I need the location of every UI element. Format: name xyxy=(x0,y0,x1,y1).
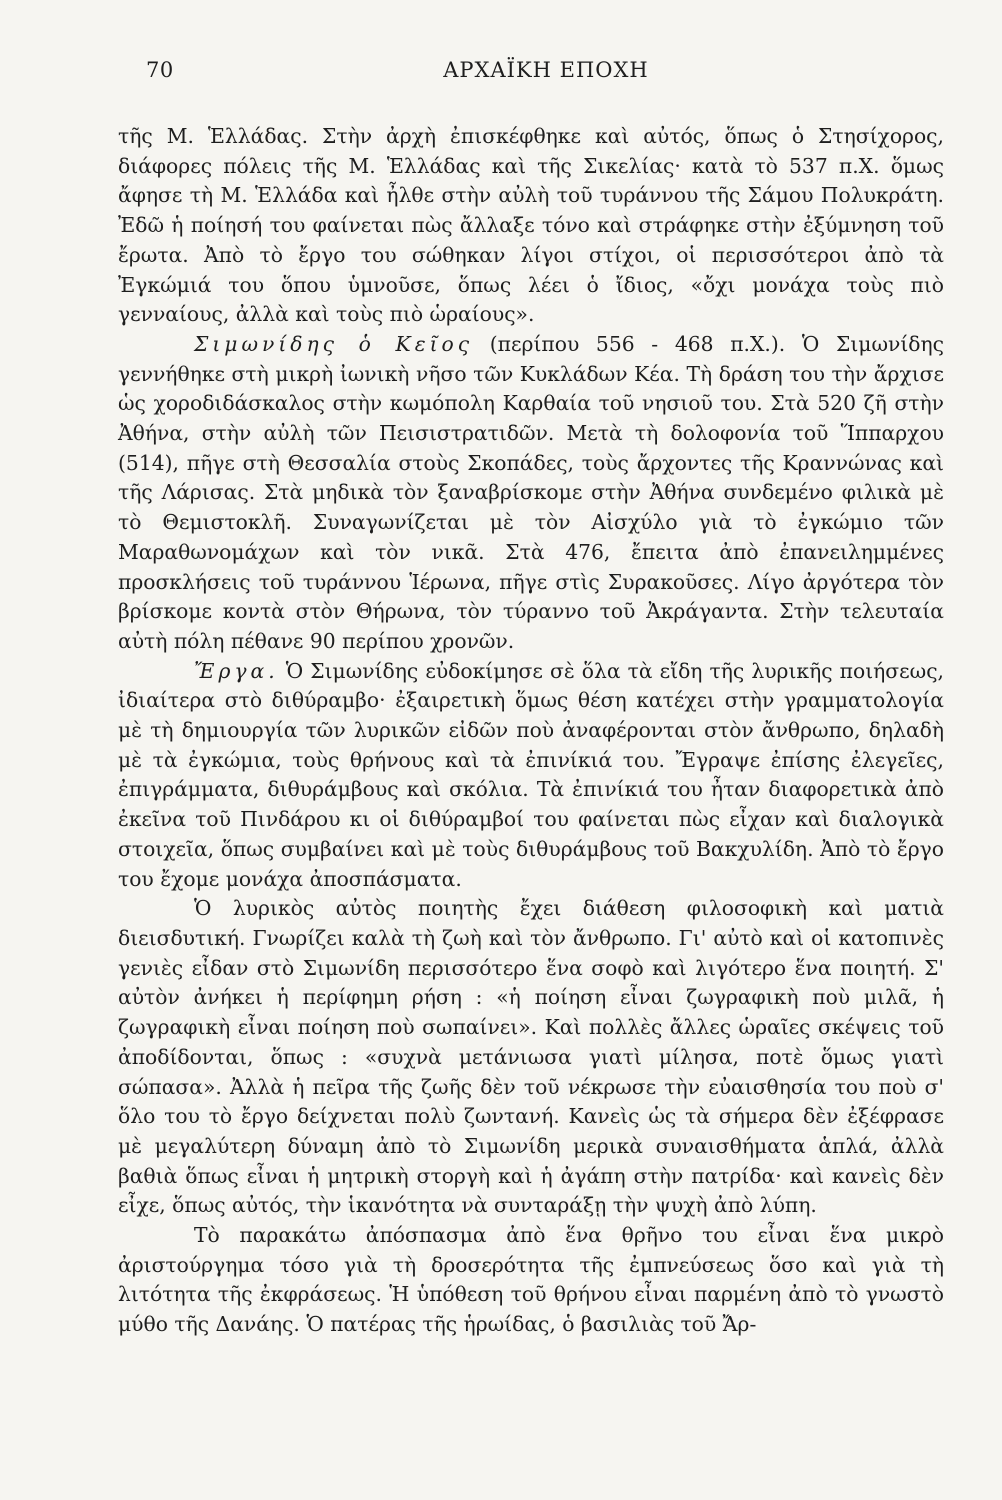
paragraph-text: (περίπου 556 - 468 π.Χ.). Ὁ Σιμωνίδης γεννήθηκε στὴ μικρὴ ἰωνικὴ νῆσο τῶν Κυκλάδων Κέα. Τὴ δράση του τὴν ἄρχισε ὡς χοροδιδάσκαλος στὴν κωμόπολη Καρθαία τοῦ νησιοῦ του. Στὰ 520 ζῆ στὴν Ἀθήνα, στὴν αὐλὴ τῶν Πεισιστρατιδῶν. Μετὰ τὴ δολοφονία τοῦ Ἵππαρχου (514), πῆγε στὴ Θεσσαλία στοὺς Σκοπάδες, τοὺς ἄρχοντες τῆς Κραννώνας καὶ τῆς Λάρισας. Στὰ μηδικὰ τὸν ξαναβρίσκομε στὴν Ἀθήνα συνδεμένο φιλικὰ μὲ τὸ Θεμιστοκλῆ. Συναγωνίζεται μὲ τὸν Αἰσχύλο γιὰ τὸ ἐγκώμιο τῶν Μαραθωνομάχων καὶ τὸν νικᾶ. Στὰ 476, ἔπειτα ἀπὸ ἐπανειλημμένες προσκλήσεις τοῦ τυράννου Ἱέρωνα, πῆγε στὶς Συρακοῦσες. Λίγο ἀργότερα τὸν βρίσκομε κοντὰ στὸν Θήρωνα, τὸν τύραννο τοῦ Ἀκράγαντα. Στὴν τελευταία αὐτὴ πόλη πέθανε 90 περίπου χρονῶν. xyxy=(118,331,944,653)
paragraph-text: Ὁ Σιμωνίδης εὐδοκίμησε σὲ ὅλα τὰ εἴδη τῆς λυρικῆς ποιήσεως, ἰδιαίτερα στὸ διθύραμβο· ἐξαιρετικὴ ὅμως θέση κατέχει στὴν γραμματολογία μὲ τὴ δημιουργία τῶν λυρικῶν εἰδῶν ποὺ ἀναφέρονται στὸν ἄνθρωπο, δηλαδὴ μὲ τὰ ἐγκώμια, τοὺς θρήνους καὶ τὰ ἐπινίκιά του. Ἔγραψε ἐπίσης ἐλεγεῖες, ἐπιγράμματα, διθυράμβους καὶ σκόλια. Τὰ ἐπινίκιά του ἦταν διαφορετικὰ ἀπὸ ἐκεῖνα τοῦ Πινδάρου κι οἱ διθύραμβοί του φαίνεται πὼς εἶχαν καὶ διαλογικὰ στοιχεῖα, ὅπως συμβαίνει καὶ μὲ τοὺς διθυράμβους τοῦ Βακχυλίδη. Ἀπὸ τὸ ἔργο του ἔχομε μονάχα ἀποσπάσματα. xyxy=(118,658,944,891)
paragraph-works xyxy=(118,657,944,895)
paragraph-danae xyxy=(118,1221,944,1340)
page-number: 70 xyxy=(146,58,174,82)
paragraph-lead: Ἔργα. xyxy=(194,658,279,683)
paragraph-intro xyxy=(118,122,944,330)
running-head: ΑΡΧΑΪΚΗ ΕΠΟΧΗ xyxy=(443,58,649,82)
paragraph-lead: Σιμωνίδης ὁ Κεῖος xyxy=(194,331,474,356)
page-body xyxy=(118,122,944,1340)
paragraph-text: Ὁ λυρικὸς αὐτὸς ποιητὴς ἔχει διάθεση φιλοσοφικὴ καὶ ματιὰ διεισδυτική. Γνωρίζει καλὰ τὴ ζωὴ καὶ τὸν ἄνθρωπο. Γι' αὐτὸ καὶ οἱ κατοπινὲς γενιὲς εἶδαν στὸ Σιμωνίδη περισσότερο ἕνα σοφὸ καὶ λιγότερο ἕνα ποιητή. Σ' αὐτὸν ἀνήκει ἡ περίφημη ρήση : «ἡ ποίηση εἶναι ζωγραφικὴ ποὺ μιλᾶ, ἡ ζωγραφικὴ εἶναι ποίηση ποὺ σωπαίνει». Καὶ πολλὲς ἄλλες ὡραῖες σκέψεις τοῦ ἀποδίδονται, ὅπως : «συχνὰ μετάνιωσα γιατὶ μίλησα, ποτὲ ὅμως γιατὶ σώπασα». Ἀλλὰ ἡ πεῖρα τῆς ζωῆς δὲν τοῦ νέκρωσε τὴν εὐαισθησία του ποὺ σ' ὅλο του τὸ ἔργο δείχνεται πολὺ ζωντανή. Κανεὶς ὡς τὰ σήμερα δὲν ἐξέφρασε μὲ μεγαλύτερη δύναμη ἀπὸ τὸ Σιμωνίδη μερικὰ συναισθήματα ἁπλά, ἀλλὰ βαθιὰ ὅπως εἶναι ἡ μητρικὴ στοργὴ καὶ ἡ ἀγάπη στὴν πατρίδα· καὶ κανεὶς δὲν εἶχε, ὅπως αὐτός, τὴν ἱκανότητα νὰ συνταράξῃ τὴν ψυχὴ ἀπὸ λύπη. xyxy=(118,896,944,1218)
paragraph-simonides-bio xyxy=(118,330,944,657)
paragraph-character xyxy=(118,894,944,1221)
paragraph-text: Τὸ παρακάτω ἀπόσπασμα ἀπὸ ἕνα θρῆνο του εἶναι ἕνα μικρὸ ἀριστούργημα τόσο γιὰ τὴ δροσερότητα τῆς ἐμπνεύσεως ὅσο καὶ γιὰ τὴ λιτότητα τῆς ἐκφράσεως. Ἡ ὑπόθεση τοῦ θρήνου εἶναι παρμένη ἀπὸ τὸ γνωστὸ μύθο τῆς Δανάης. Ὁ πατέρας τῆς ἡρωίδας, ὁ βασιλιὰς τοῦ Ἄρ- xyxy=(118,1223,944,1337)
paragraph-text: τῆς Μ. Ἑλλάδας. Στὴν ἀρχὴ ἐπισκέφθηκε καὶ αὐτός, ὅπως ὁ Στησίχορος, διάφορες πόλεις τῆς Μ. Ἑλλάδας καὶ τῆς Σικελίας· κατὰ τὸ 537 π.Χ. ὅμως ἄφησε τὴ Μ. Ἑλλάδα καὶ ἦλθε στὴν αὐλὴ τοῦ τυράννου τῆς Σάμου Πολυκράτη. Ἐδῶ ἡ ποίησή του φαίνεται πὼς ἄλλαξε τόνο καὶ στράφηκε στὴν ἐξύμνηση τοῦ ἔρωτα. Ἀπὸ τὸ ἔργο του σώθηκαν λίγοι στίχοι, οἱ περισσότεροι ἀπὸ τὰ Ἐγκώμιά του ὅπου ὑμνοῦσε, ὅπως λέει ὁ ἴδιος, «ὄχι μονάχα τοὺς πιὸ γενναίους, ἀλλὰ καὶ τοὺς πιὸ ὡραίους». xyxy=(118,124,944,327)
page-header xyxy=(146,54,946,94)
